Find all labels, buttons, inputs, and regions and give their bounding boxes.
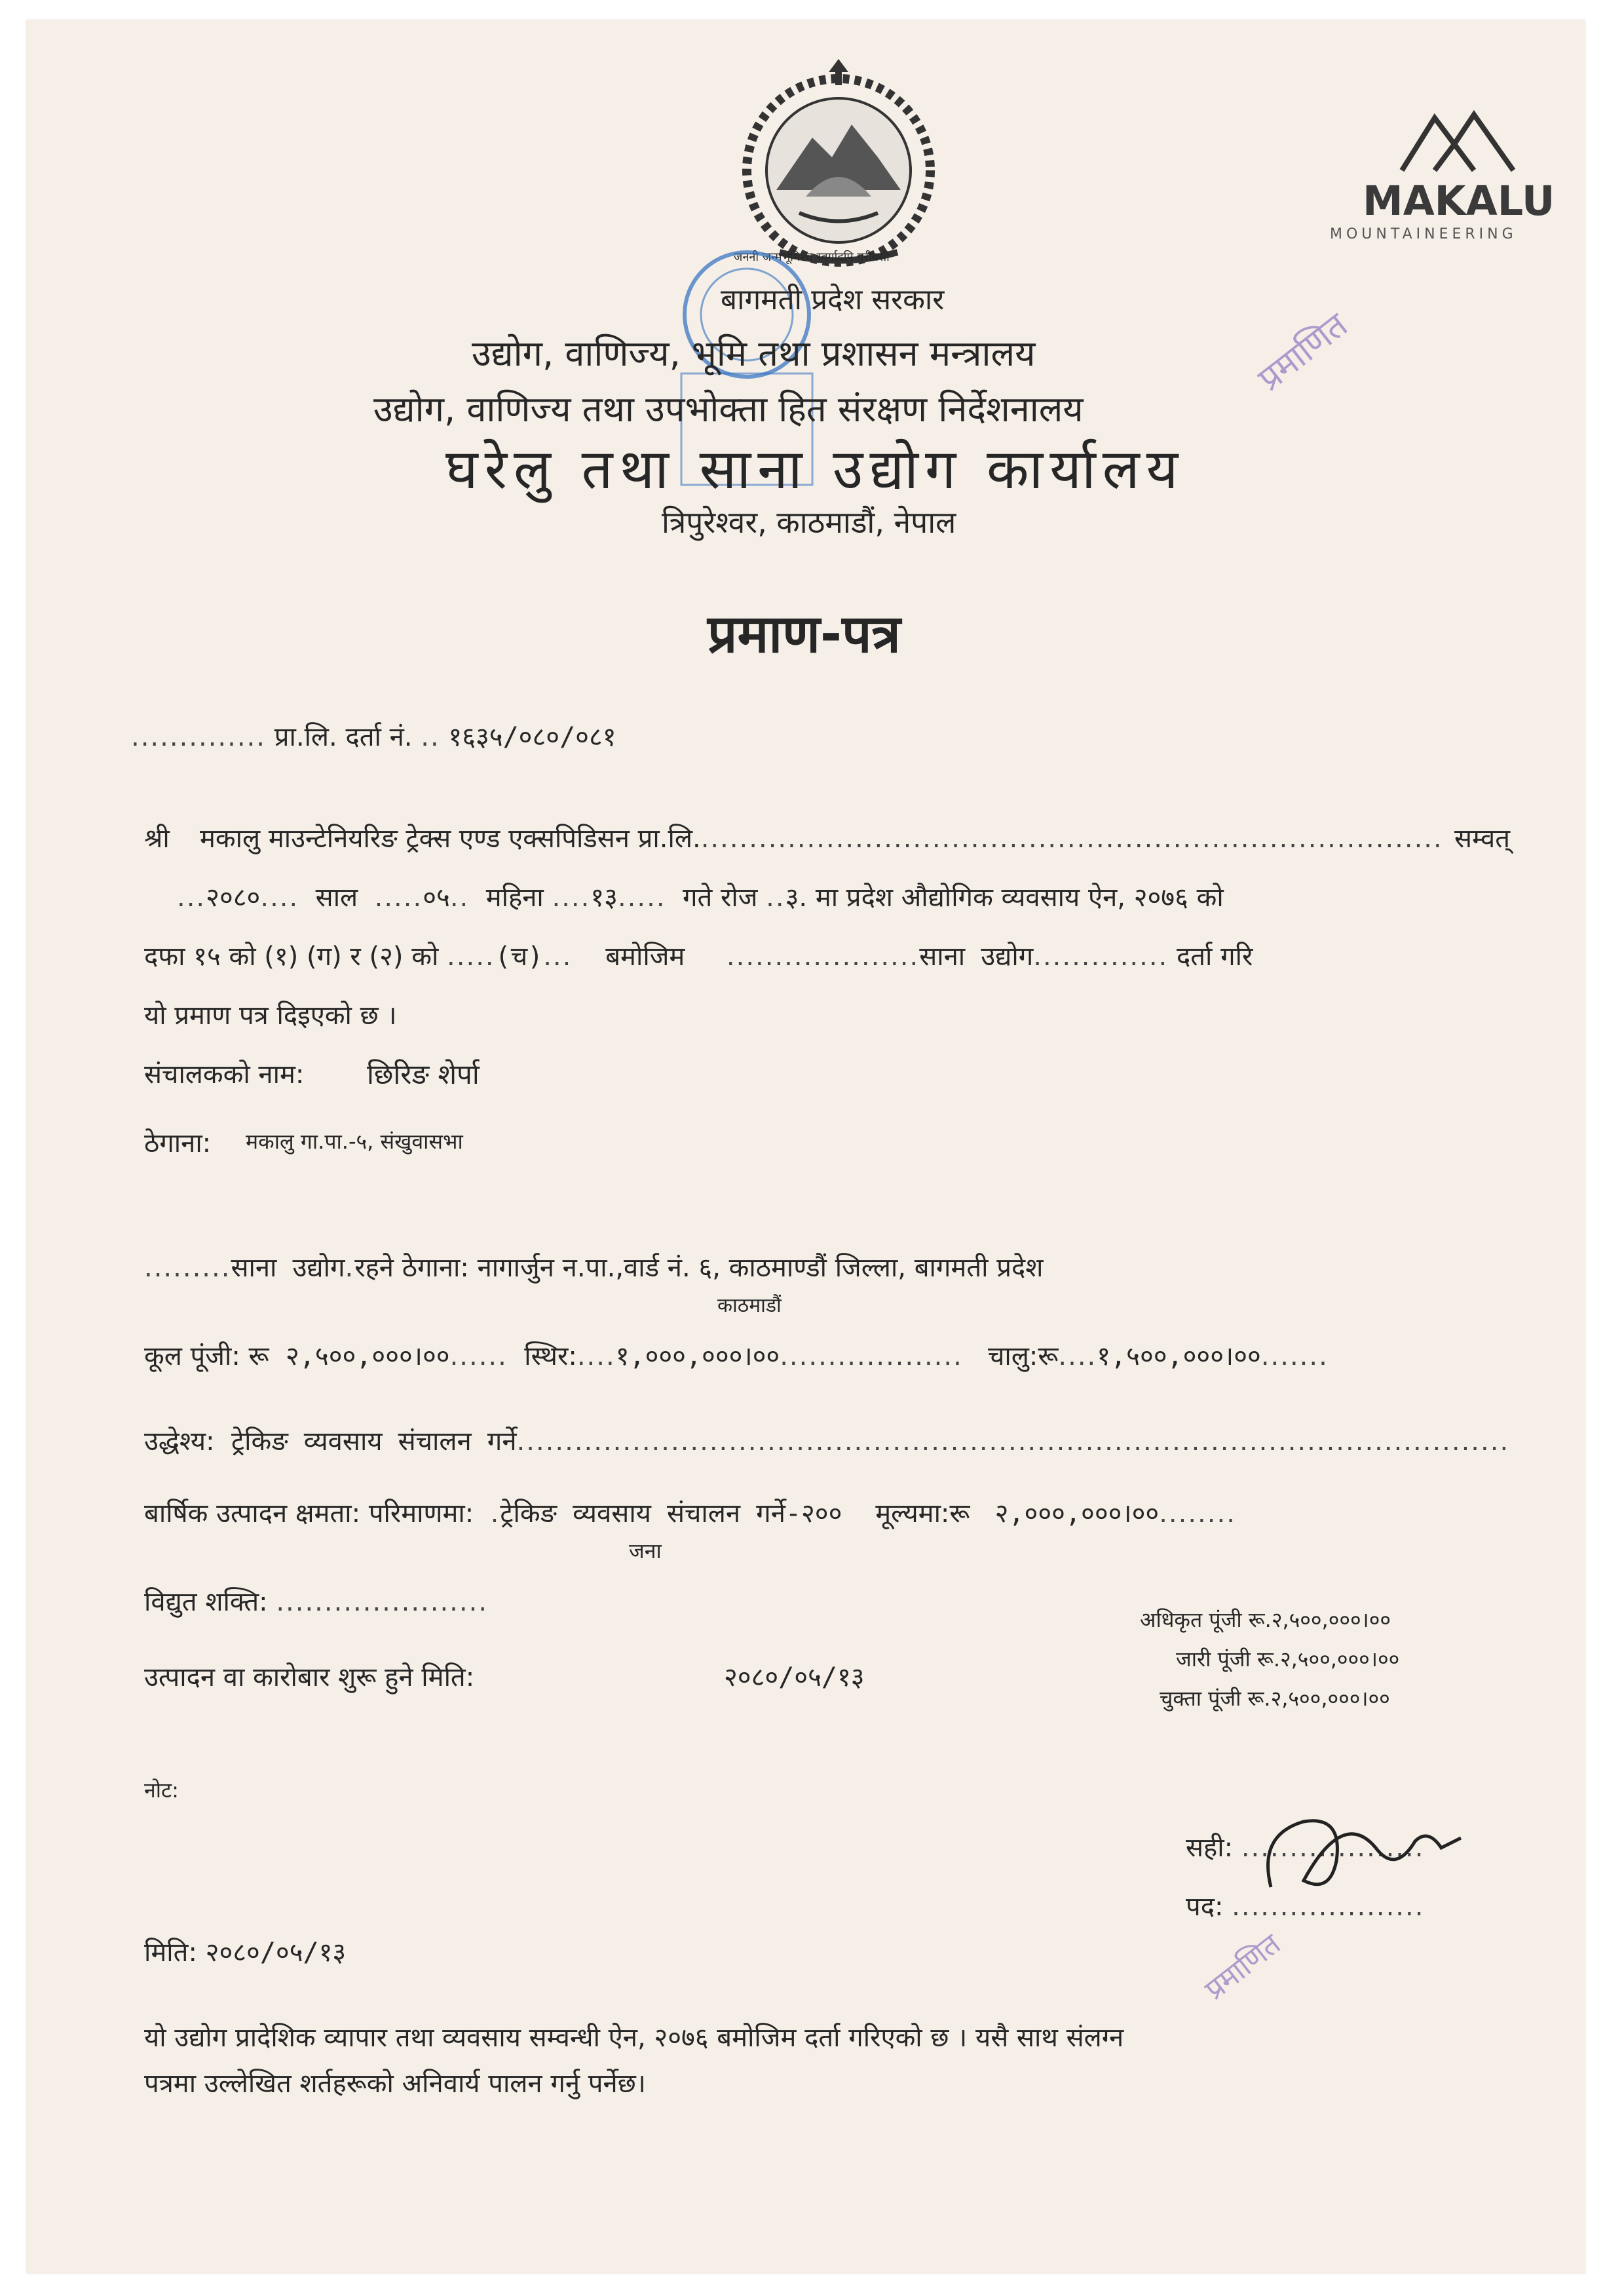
signature-label: सही: ................... xyxy=(1186,1833,1425,1863)
operator-name: छिरिङ शेर्पा xyxy=(367,1058,480,1090)
capacity-amount: २,०००,०००।०० xyxy=(994,1499,1160,1529)
footer-line-1: यो उद्योग प्रादेशिक व्यापार तथा व्यवसाय सम्वन्धी ऐन, २०७६ बमोजिम दर्ता गरिएको छ । यसै साथ संलग्न xyxy=(144,2023,1124,2053)
company-name: मकालु माउन्टेनियरिङ ट्रेक्स एण्ड एक्सपिडिसन प्रा.लि.............................................................................. xyxy=(200,824,1443,854)
capacity-value: ट्रेकिङ व्यवसाय संचालन गर्ने-२०० xyxy=(500,1499,842,1529)
purple-stamp-top: प्रमाणित xyxy=(1251,305,1355,399)
issue-date: मिति: २०८०/०५/१३ xyxy=(144,1938,347,1968)
mountain-logo-icon xyxy=(1395,105,1526,177)
designation-label: पद: .................... xyxy=(1186,1892,1425,1922)
section-line: दफा १५ को (१) (ग) र (२) को .....(च)... बमोजिम ....................साना उद्योग.............. दर्ता गरि xyxy=(144,942,1253,972)
purple-stamp-bottom: प्रमाणित xyxy=(1198,1927,1287,2007)
operator-label: संचालकको नाम: xyxy=(144,1060,305,1090)
footer-line-2: पत्रमा उल्लेखित शर्तहरूको अनिवार्य पालन गर्नु पर्नेछ। xyxy=(144,2069,646,2099)
registration-number: १६३५/०८०/०८१ xyxy=(448,722,616,752)
year-value: २०८० xyxy=(206,883,261,913)
state-government: बागमती प्रदेश सरकार xyxy=(721,283,945,316)
honorific: श्री xyxy=(144,824,170,854)
registration-prefix: प्रा.लि. दर्ता नं. xyxy=(274,722,413,752)
capacity-line: बार्षिक उत्पादन क्षमता: परिमाणमा: .ट्रेकिङ व्यवसाय संचालन गर्ने-२०० मूल्यमा:रू २,०००,०००।००........ xyxy=(144,1499,1236,1529)
office-address: त्रिपुरेश्वर, काठमाडौं, नेपाल xyxy=(662,505,956,540)
objective-value: ट्रेकिङ व्यवसाय संचालन गर्ने xyxy=(231,1426,517,1457)
weekday-value: ३. xyxy=(785,883,808,913)
start-date-value: २०८०/०५/१३ xyxy=(724,1662,865,1693)
day-value: १३ xyxy=(590,883,618,913)
address-label: ठेगाना: xyxy=(144,1128,212,1158)
paid-capital: चुक्ता पूंजी रू.२,५००,०००।०० xyxy=(1160,1686,1390,1711)
address-value: मकालु गा.पा.-५, संखुवासभा xyxy=(246,1129,463,1154)
issued-capital: जारी पूंजी रू.२,५००,०००।०० xyxy=(1176,1647,1400,1672)
category-value: साना उद्योग xyxy=(919,942,1034,972)
start-date-label: उत्पादन वा कारोबार शुरू हुने मिति: xyxy=(144,1662,475,1693)
authorized-capital: अधिकृत पूंजी रू.२,५००,०००।०० xyxy=(1140,1607,1391,1632)
fixed-capital: १,०००,०००।०० xyxy=(615,1341,780,1371)
document-title: प्रमाण-पत्र xyxy=(708,603,901,664)
objective-line: उद्धेश्य: ट्रेकिङ व्यवसाय संचालन गर्ने....................................................................................................... xyxy=(144,1426,1510,1457)
location-note: काठमाडौं xyxy=(717,1294,782,1317)
location-value: नागार्जुन न.पा.,वार्ड नं. ६, काठमाण्डौं जिल्ला, बागमती प्रदेश xyxy=(477,1253,1044,1283)
logo-name: MAKALU xyxy=(1363,177,1555,225)
date-line: ...२०८०.... साल .....०५.. महिना ....१३..... गते रोज ..३. मा प्रदेश औद्योगिक व्यवसाय ऐन, २०७६ को xyxy=(177,883,1224,913)
current-capital: १,५००,०००।०० xyxy=(1097,1341,1261,1371)
capacity-unit: जना xyxy=(629,1539,662,1563)
location-line: .........साना उद्योग.रहने ठेगाना: नागार्जुन न.पा.,वार्ड नं. ६, काठमाण्डौं जिल्ला, बागमती प्रदेश xyxy=(144,1253,1044,1283)
power-line: विद्युत शक्ति: ...................... xyxy=(144,1587,489,1617)
note-label: नोट: xyxy=(144,1778,179,1803)
emblem-motto: जननी जन्मभूमिश्च स्वर्गादपि गरीयसी xyxy=(734,250,890,264)
certificate-issued-line: यो प्रमाण पत्र दिइएको छ । xyxy=(144,1001,397,1031)
registration-line: .............. प्रा.लि. दर्ता नं. .. १६३५/०८०/०८१ xyxy=(131,722,616,752)
directorate-name: उद्योग, वाणिज्य तथा उपभोक्ता हित संरक्षण निर्देशनालय xyxy=(373,389,1084,430)
capital-line: कूल पूंजी: रू २,५००,०००।००...... स्थिर:....१,०००,०००।००................... चालु:रू....१,५००,०००।००....... xyxy=(144,1341,1329,1371)
ministry-name: उद्योग, वाणिज्य, भूमि तथा प्रशासन मन्त्रालय xyxy=(472,333,1036,374)
clause-value: (च) xyxy=(495,942,544,972)
makalu-logo xyxy=(1304,105,1566,256)
samvat-label: सम्वत् xyxy=(1454,824,1511,854)
month-value: ०५ xyxy=(423,883,450,913)
logo-subtitle: MOUNTAINEERING xyxy=(1330,226,1517,242)
certificate-paper xyxy=(26,20,1585,2274)
issue-date-value: २०८०/०५/१३ xyxy=(205,1938,347,1968)
office-name: घरेलु तथा साना उद्योग कार्यालय xyxy=(445,437,1185,501)
total-capital: २,५००,०००।०० xyxy=(286,1341,450,1371)
